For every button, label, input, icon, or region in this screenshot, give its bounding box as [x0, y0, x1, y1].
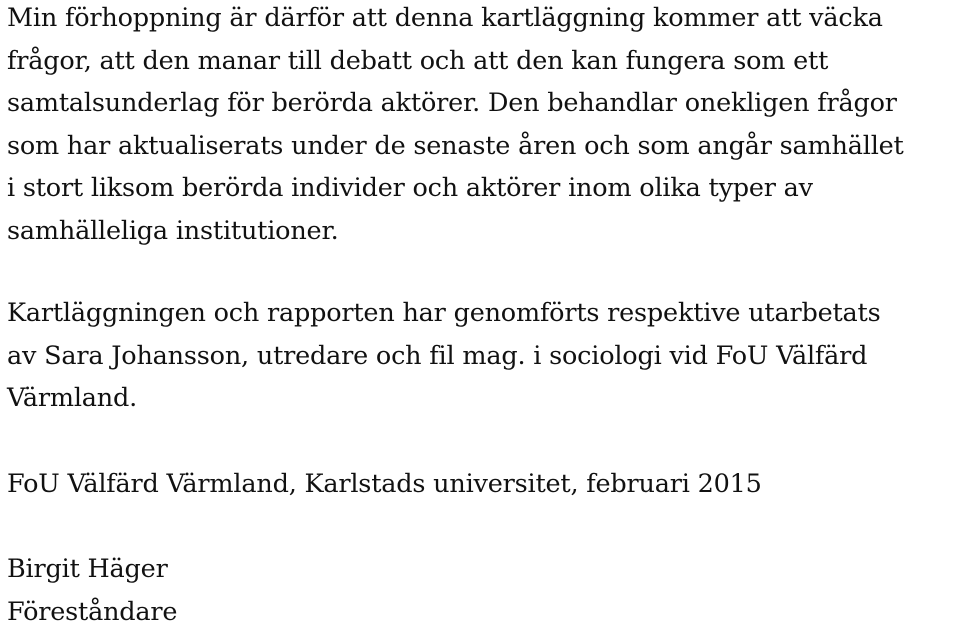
- text-line: av Sara Johansson, utredare och fil mag. i sociologi vid FoU Välfärd: [7, 335, 960, 378]
- signatory-name: Birgit Häger: [7, 548, 960, 591]
- intro-paragraph: [7, 0, 960, 252]
- text-line: samtalsunderlag för berörda aktörer. Den behandlar onekligen frågor: [7, 82, 960, 125]
- affiliation-date: [7, 463, 960, 506]
- signature-block: [7, 548, 960, 633]
- text-line: Min förhoppning är därför att denna kartläggning kommer att väcka: [7, 0, 960, 40]
- text-line: frågor, att den manar till debatt och att den kan fungera som ett: [7, 40, 960, 83]
- authorship-paragraph: [7, 292, 960, 420]
- text-line: Kartläggningen och rapporten har genomförts respektive utarbetats: [7, 292, 960, 335]
- text-line: FoU Välfärd Värmland, Karlstads universitet, februari 2015: [7, 463, 960, 506]
- signatory-title: Föreståndare: [7, 591, 960, 633]
- text-line: som har aktualiserats under de senaste åren och som angår samhället: [7, 125, 960, 168]
- text-line: i stort liksom berörda individer och aktörer inom olika typer av: [7, 167, 960, 210]
- text-line: Värmland.: [7, 377, 960, 420]
- text-line: samhälleliga institutioner.: [7, 210, 960, 253]
